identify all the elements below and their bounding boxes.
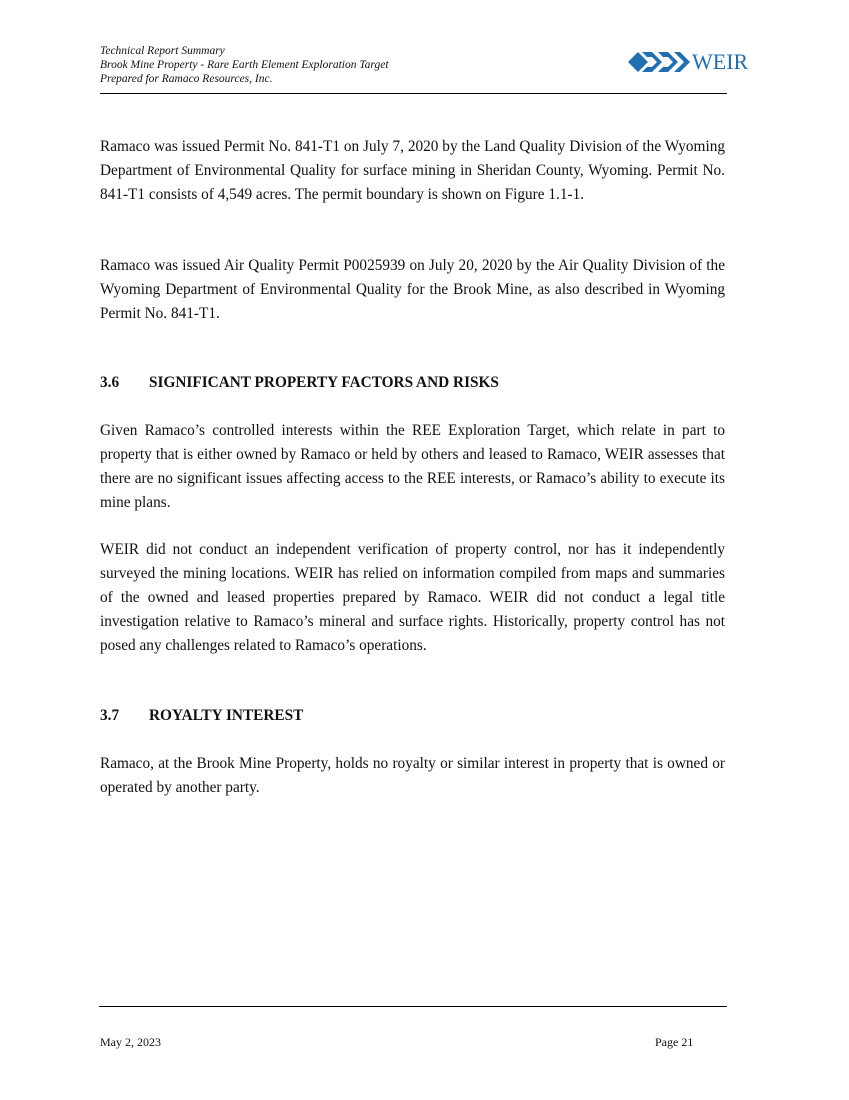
paragraph-air-quality-permit: Ramaco was issued Air Quality Permit P0025939 on July 20, 2020 by the Air Quality Division of the Wyoming Department of Environmental Quality for the Brook Mine, as also described in Wyoming Permit No. 841-T1. [100, 257, 725, 322]
footer-divider [99, 1006, 727, 1007]
header-report-title: Brook Mine Property - Rare Earth Element Exploration Target [100, 59, 389, 71]
header-report-type: Technical Report Summary [100, 45, 225, 57]
running-header [100, 44, 389, 86]
section-number: 3.7 [100, 707, 120, 724]
logo-wordmark: WEIR [692, 49, 749, 74]
section-heading-3-7 [100, 706, 303, 726]
paragraph-controlled-interests: Given Ramaco’s controlled interests within the REE Exploration Target, which relate in part to property that is either owned by Ramaco or held by others and leased to Ramaco, WEIR assesses that there are no significant issues affecting access to the REE interests, or Ramaco’s ability to execute its mine plans. [100, 422, 725, 511]
section-heading-3-6 [100, 373, 499, 393]
footer-page-number: Page 21 [655, 1035, 694, 1049]
header-prepared-for: Prepared for Ramaco Resources, Inc. [100, 73, 273, 85]
section-number: 3.6 [100, 374, 120, 391]
weir-chevron-logo-icon [628, 50, 690, 74]
header-divider [100, 93, 727, 94]
footer-date: May 2, 2023 [100, 1035, 161, 1049]
section-title: ROYALTY INTEREST [149, 707, 304, 724]
paragraph-royalty-interest: Ramaco, at the Brook Mine Property, holds no royalty or similar interest in property that is owned or operated by another party. [100, 755, 725, 796]
section-title: SIGNIFICANT PROPERTY FACTORS AND RISKS [149, 374, 499, 391]
weir-logo [628, 50, 748, 74]
paragraph-permit-841: Ramaco was issued Permit No. 841-T1 on July 7, 2020 by the Land Quality Division of the Wyoming Department of Environmental Quality for surface mining in Sheridan County, Wyoming. Permit No. 841-T1 consists of 4,549 acres. The permit boundary is shown on Figure 1.1-1. [100, 138, 725, 203]
paragraph-property-control: WEIR did not conduct an independent verification of property control, nor has it independently surveyed the mining locations. WEIR has relied on information compiled from maps and summaries of the owned and leased properties prepared by Ramaco. WEIR did not conduct a legal title investigation relative to Ramaco’s mineral and surface rights. Historically, property control has not posed any challenges related to Ramaco’s operations. [100, 541, 725, 654]
